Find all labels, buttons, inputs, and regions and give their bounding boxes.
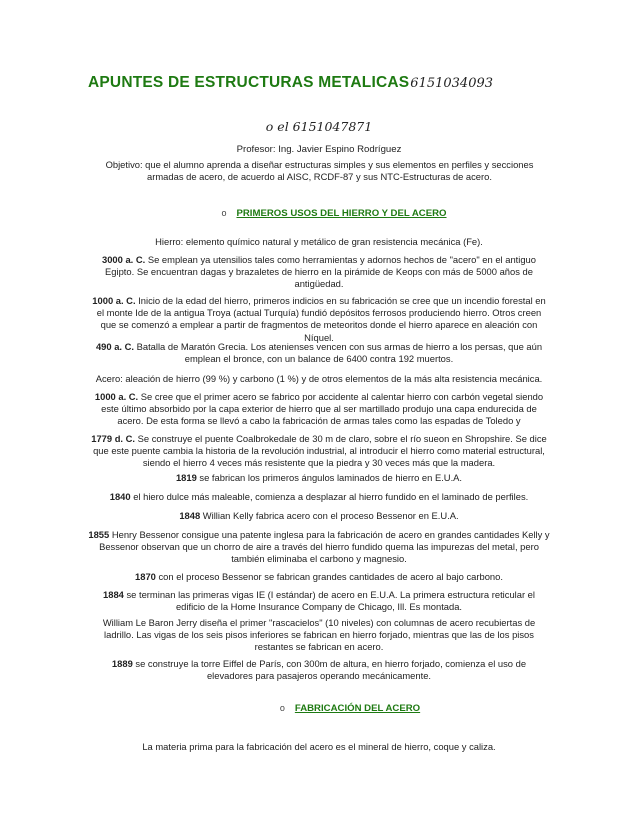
paragraph-0-text: Hierro: elemento químico natural y metálico de gran resistencia mecánica (Fe). xyxy=(155,236,483,247)
paragraph-4 xyxy=(88,373,550,385)
paragraph-9-lead: 1848 xyxy=(179,510,201,521)
paragraph-3 xyxy=(88,341,550,365)
paragraph-14-text: se construye la torre Eiffel de París, con 300m de altura, en hierro forjado, comienza el uso de elevadores para pasajeros operando mecánicamente. xyxy=(132,658,527,682)
paragraph-1-text: Se emplean ya utensilios tales como herramientas y adornos hechos de "acero" en el antiguo Egipto. Se encuentran dagas y brazaletes de hierro en la pirámide de Keops con más de 5000 años de antigüedad. xyxy=(105,254,536,290)
paragraph-6-lead: 1779 d. C. xyxy=(91,433,136,444)
paragraph-4-text: Acero: aleación de hierro (99 %) y carbono (1 %) y de otros elementos de la más alta resistencia mecánica. xyxy=(95,373,543,384)
paragraph-8-lead: 1840 xyxy=(109,491,131,502)
paragraph-2-text: Inicio de la edad del hierro, primeros indicios en su fabricación se cree que un incendio forestal en el monte Ide de la antigua Troya (actual Turquía) fundió depósitos ferrosos produciendo hierro. Otros creen que se comenzó a emplear a partir de fragmentos de meteoritos donde el hierro aparece en aleación con Níquel. xyxy=(96,295,546,343)
paragraph-5-lead: 1000 a. C. xyxy=(94,391,139,402)
phone-number-2: o el 6151047871 xyxy=(265,119,373,134)
paragraph-10-text: Henry Bessenor consigue una patente inglesa para la fabricación de acero en grandes cantidades Kelly y Bessenor observan que un chorro de aire a través del hierro fundido quema las impurezas del metal, pero también eliminaba el carbono y magnesio. xyxy=(99,529,550,565)
title-row xyxy=(88,74,493,92)
bullet-icon: o xyxy=(279,703,285,713)
paragraph-12 xyxy=(88,589,550,613)
paragraph-9-text: Willian Kelly fabrica acero con el proceso Bessenor en E.U.A. xyxy=(200,510,459,521)
paragraph-7-lead: 1819 xyxy=(175,472,197,483)
paragraph-10-lead: 1855 xyxy=(88,529,110,540)
paragraph-9 xyxy=(88,510,550,522)
paragraph-14 xyxy=(88,658,550,682)
paragraph-6 xyxy=(88,433,550,470)
section-heading-1 xyxy=(0,208,638,219)
paragraph-1-lead: 3000 a. C. xyxy=(101,254,146,265)
paragraph-11-lead: 1870 xyxy=(135,571,156,582)
paragraph-3-lead: 490 a. C. xyxy=(95,341,134,352)
final-paragraph: La materia prima para la fabricación del acero es el mineral de hierro, coque y caliza. xyxy=(142,741,496,752)
objective-text: Objetivo: que el alumno aprenda a diseñar estructuras simples y sus elementos en perfiles y secciones armadas de acero, de acuerdo al AISC, RCDF-87 y sus NTC-Estructuras de acero. xyxy=(105,159,534,183)
paragraph-13-text: William Le Baron Jerry diseña el primer "rascacielos" (10 niveles) con columnas de acero recubiertas de ladrillo. Las vigas de los seis pisos inferiores se fabrican en hierro forjado, mientras que las de los pisos restantes se fabrican en acero. xyxy=(102,617,536,653)
paragraph-0 xyxy=(88,236,550,248)
paragraph-6-text: Se construye el puente Coalbrokedale de 30 m de claro, sobre el río sueon en Shropshire. Se dice que este puente cambia la historia de la revolución industrial, al introducir el hierro como material estructural, siendo el hierro 4 veces más resistente que la piedra y 30 veces más que la madera. xyxy=(93,433,547,469)
paragraph-13 xyxy=(88,617,550,654)
paragraph-8-text: el hiero dulce más maleable, comienza a desplazar al hierro fundido en el laminado de perfiles. xyxy=(130,491,529,502)
paragraph-5-text: Se cree que el primer acero se fabrico por accidente al calentar hierro con carbón vegetal siendo este último absorbido por la capa exterior de hierro que al ser martillado produjo una capa endurecida de acero. De esta forma se llevó a cabo la fabricación de armas tales como las espadas de Toledo y xyxy=(101,391,544,427)
section-heading-1-label: PRIMEROS USOS DEL HIERRO Y DEL ACERO xyxy=(236,208,447,219)
paragraph-2-lead: 1000 a. C. xyxy=(92,295,136,306)
document-title: APUNTES DE ESTRUCTURAS METALICAS xyxy=(88,74,410,91)
paragraph-11-text: con el proceso Bessenor se fabrican grandes cantidades de acero al bajo carbono. xyxy=(155,571,503,582)
section-heading-2 xyxy=(0,703,638,714)
paragraph-2 xyxy=(88,295,550,344)
paragraph-10 xyxy=(88,529,550,566)
paragraph-7 xyxy=(88,472,550,484)
paragraph-1 xyxy=(88,254,550,291)
paragraph-12-lead: 1884 xyxy=(103,589,124,600)
paragraph-11 xyxy=(88,571,550,583)
paragraph-8 xyxy=(88,491,550,503)
paragraph-7-text: se fabrican los primeros ángulos laminados de hierro en E.U.A. xyxy=(196,472,463,483)
paragraph-3-text: Batalla de Maratón Grecia. Los atenienses vencen con sus armas de hierro a los persas, que aún emplean el bronce, con un balance de 6400 contra 192 muertos. xyxy=(134,341,543,365)
paragraph-5 xyxy=(88,391,550,428)
bullet-icon: o xyxy=(221,208,227,218)
section-heading-2-label: FABRICACIÓN DEL ACERO xyxy=(294,703,421,714)
professor-line: Profesor: Ing. Javier Espino Rodríguez xyxy=(236,144,402,155)
paragraph-14-lead: 1889 xyxy=(111,658,133,669)
phone-number-1: 6151034093 xyxy=(410,76,494,91)
paragraph-12-text: se terminan las primeras vigas IE (I estándar) de acero en E.U.A. La primera estructura reticular el edificio de la Home Insurance Company de Chicago, Ill. Es montada. xyxy=(123,589,535,613)
